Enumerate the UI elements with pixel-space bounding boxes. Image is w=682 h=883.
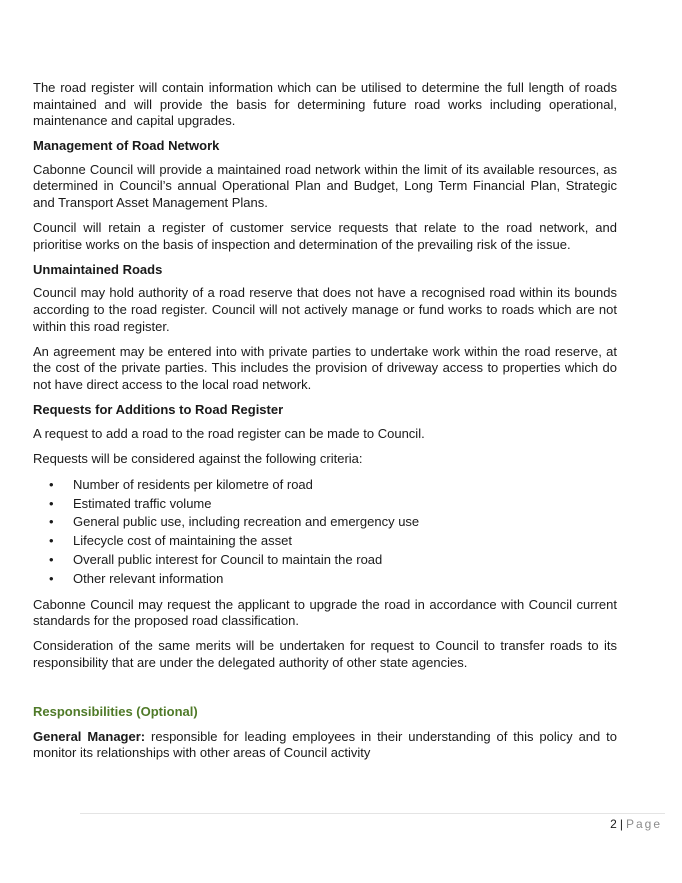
requests-paragraph-1: A request to add a road to the road register can be made to Council. xyxy=(33,425,425,441)
general-manager-label: General Manager: xyxy=(33,728,146,744)
list-item: • Estimated traffic volume xyxy=(33,495,617,514)
general-manager-paragraph xyxy=(33,729,617,762)
list-item: • Overall public interest for Council to maintain the road xyxy=(33,551,617,570)
footer-divider xyxy=(80,813,665,814)
unmaintained-heading: Unmaintained Roads xyxy=(33,261,163,277)
responsibilities-heading: Responsibilities (Optional) xyxy=(33,703,198,719)
requests-paragraph-2: Requests will be considered against the following criteria: xyxy=(33,450,363,466)
list-item: • Other relevant information xyxy=(33,570,617,589)
page-number: 2 xyxy=(610,817,617,831)
page-footer xyxy=(610,817,662,831)
requests-paragraph-4: Consideration of the same merits will be undertaken for request to Council to transfer roads to its responsibility that are under the delegated authority of other state agencies. xyxy=(33,638,617,670)
intro-paragraph: The road register will contain information which can be utilised to determine the full length of roads maintained and will provide the basis for determining future road works including operational, maintenance and capital upgrades. xyxy=(33,80,617,129)
management-paragraph-2: Council will retain a register of customer service requests that relate to the road network, and prioritise works on the basis of inspection and determination of the prevailing risk of the issue. xyxy=(33,220,617,252)
criteria-list xyxy=(33,476,617,589)
footer-separator: | xyxy=(619,817,623,831)
list-item: • General public use, including recreation and emergency use xyxy=(33,513,617,532)
list-item: • Number of residents per kilometre of road xyxy=(33,476,617,495)
management-heading: Management of Road Network xyxy=(33,138,220,154)
section-spacer xyxy=(33,680,617,704)
page-label: Page xyxy=(625,817,662,831)
general-manager-text: responsible for leading employees in their understanding of this policy and to monitor its relationships with other areas of Council activity xyxy=(33,728,617,761)
unmaintained-paragraph-2: An agreement may be entered into with private parties to undertake work within the road reserve, at the cost of the private parties. This includes the provision of driveway access to properties which do not have direct access to the local road network. xyxy=(33,343,617,392)
requests-heading: Requests for Additions to Road Register xyxy=(33,402,284,417)
document-page xyxy=(33,80,617,770)
management-paragraph-1: Cabonne Council will provide a maintained road network within the limit of its available resources, as determined in Council’s annual Operational Plan and Budget, Long Term Financial Plan, Strategic and Transport Asset Management Plans. xyxy=(33,161,617,211)
unmaintained-paragraph-1: Council may hold authority of a road reserve that does not have a recognised road within its bounds according to the road register. Council will not actively manage or fund works to roads which are not within this road register. xyxy=(33,285,617,334)
requests-paragraph-3: Cabonne Council may request the applicant to upgrade the road in accordance with Council current standards for the proposed road classification. xyxy=(33,596,617,629)
list-item: • Lifecycle cost of maintaining the asset xyxy=(33,532,617,551)
